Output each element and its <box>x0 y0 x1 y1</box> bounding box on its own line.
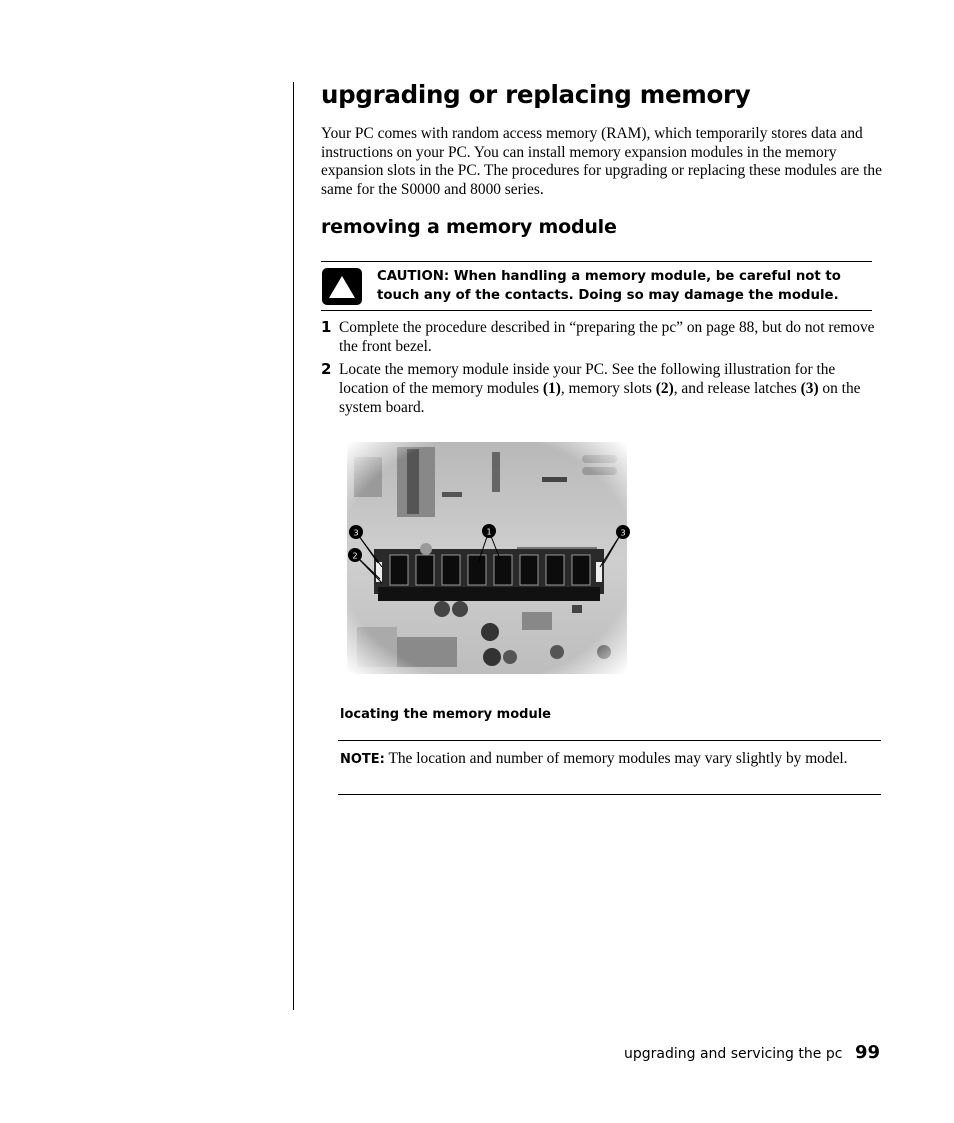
step-number: 2 <box>321 360 332 378</box>
note-label: NOTE: <box>340 752 385 767</box>
page-number: 99 <box>855 1042 881 1063</box>
page-title: upgrading or replacing memory <box>321 80 751 109</box>
margin-rule <box>293 82 294 1010</box>
svg-text:3: 3 <box>353 528 359 538</box>
callout-2 <box>348 548 362 562</box>
note-box <box>338 740 881 795</box>
step-number: 1 <box>321 318 332 336</box>
callout-3-right <box>616 525 630 539</box>
footer-section-title: upgrading and servicing the pc <box>624 1046 843 1062</box>
caution-text: CAUTION: When handling a memory module, be careful not to touch any of the contacts. Doing so may damage the module. <box>377 269 841 303</box>
callout-3-left <box>349 525 363 539</box>
note-text: NOTE: The location and number of memory modules may vary slightly by model. <box>340 750 848 767</box>
warning-triangle-icon <box>322 268 362 305</box>
svg-text:3: 3 <box>620 528 626 538</box>
callout-ref: (3) <box>800 380 819 398</box>
section-heading: removing a memory module <box>321 216 617 238</box>
step-text: Complete the procedure described in “preparing the pc” on page 88, but do not remove the front bezel. <box>339 319 875 356</box>
intro-paragraph: Your PC comes with random access memory (RAM), which temporarily stores data and instructions on your PC. You can install memory expansion modules in the memory expansion slots in the PC. The procedures for upgrading or replacing these modules are the same for the S0000 and 8000 series. <box>321 125 882 198</box>
svg-text:1: 1 <box>486 527 492 537</box>
callout-ref: (2) <box>655 380 674 398</box>
memory-module-illustration <box>342 437 632 679</box>
figure-caption: locating the memory module <box>340 707 551 722</box>
svg-text:2: 2 <box>352 551 358 561</box>
step-text: Locate the memory module inside your PC. See the following illustration for the location of the memory modules (1), memory slots (2), and release latches (3) on the system board. <box>339 361 861 417</box>
callout-1 <box>482 524 496 538</box>
caution-box <box>321 261 872 311</box>
callout-ref: (1) <box>542 380 561 398</box>
